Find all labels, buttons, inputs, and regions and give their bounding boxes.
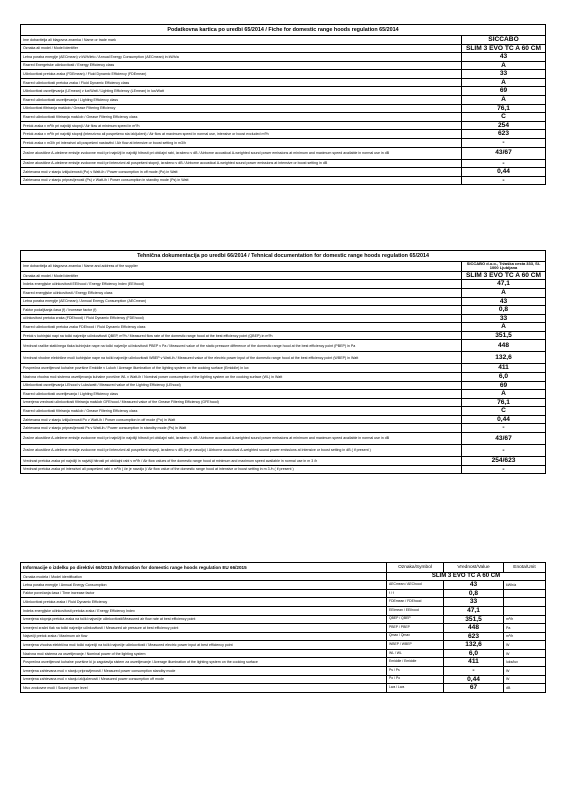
row-label: Izmerjena zahtevana moč v stanju izključenosti / Measured power consumption off mode — [21, 675, 387, 684]
table-row — [21, 684, 546, 693]
row-symbol: Qmax / Qmax — [387, 632, 444, 641]
table-row — [21, 649, 546, 658]
row-label: Pretok v kuhinjski napi na točki največje učinkovitosti QBEP, m³/h / Measured flow rate of the domestic range hood at the best efficiency point (QBEP) in m³/h — [21, 331, 462, 340]
row-unit: W — [504, 649, 546, 658]
row-label: Razred učinkovitosti pretoka zraka / Fluid Dynamic Efficiency class — [21, 78, 462, 87]
row-value: - — [462, 176, 546, 185]
row-symbol: QBEP / QBEP — [387, 615, 444, 624]
row-value: - — [444, 666, 504, 675]
row-value: - — [462, 424, 546, 433]
fiche-table-title: Podatkovna kartica po uredbi 65/2014 / Fiche for domestic range hoods regulation 65/2014 — [21, 25, 546, 36]
table-row — [21, 53, 546, 62]
table-row — [21, 121, 546, 130]
row-label: Vrednost razlike statičnega tlaka kuhinjske nape na točki največje učinkovitosti PBEP v Pa / Measured value of the static pressure difference of the domestic range hood at the best efficiency point (PBEP) in Pa — [21, 340, 462, 352]
row-value: A — [462, 323, 546, 332]
table-row — [21, 589, 546, 598]
row-value: 43 — [462, 53, 546, 62]
row-value: 47,1 — [444, 606, 504, 615]
row-label: učinkovitost pretoka zraka (FDEhood) / Fluid Dynamic Efficiency (FDEhood) — [21, 314, 462, 323]
row-value: - — [462, 138, 546, 147]
table-row — [21, 372, 546, 381]
row-label: Zračne akustične A-utežene emisije zvokovne moči pri najnižji in najvišji hitrosti pri običajni rabi, izraženo v dB / Airborne acoustical A-weighted sound power emissions at minimum and maximum speed available in normal use in dB — [21, 147, 462, 159]
row-value: 132,6 — [444, 641, 504, 650]
row-value: C — [462, 407, 546, 416]
table-row — [21, 390, 546, 399]
product-information-table — [20, 562, 546, 693]
row-value: 0,44 — [462, 415, 546, 424]
row-label: Povprečna osvetljenost kuhalne površine Emiddle v Lukoh / Average illumination of the lighting system on the cooking surface (Emiddle) in lux — [21, 364, 462, 373]
row-label: Letna poraba energije (AECmean) / Annual Energy Consumption (AECmean) — [21, 297, 462, 306]
product-info-body — [21, 581, 546, 693]
row-value: SLIM 3 EVO TC A 60 CM — [462, 44, 546, 53]
row-value: - — [462, 465, 546, 474]
row-label: Izmerjena stopnja pretoka zraka na točki največje učinkovitosti/Measured air flow rate at best efficiency point — [21, 615, 387, 624]
row-symbol: AECmean / AEChood — [387, 581, 444, 590]
row-value: 448 — [462, 340, 546, 352]
row-value: - — [462, 445, 546, 457]
row-value: A — [462, 78, 546, 87]
table-row — [21, 424, 546, 433]
row-label: Povprečna osvetljenost kuhalne površine ki jo zagotavlja sistem za osvetljevanje / Average illumination of the lighting system on the cooking surface — [21, 658, 387, 667]
row-unit: dB — [504, 684, 546, 693]
row-label: Največji pretok zraka / Maximum air flow — [21, 632, 387, 641]
table-row — [21, 352, 546, 364]
row-symbol: EEImean / EEIhood — [387, 606, 444, 615]
table-row — [21, 44, 546, 53]
row-label: Zračne akustične A-utežene emisije zvokovne moči pri najnižji in najvišji hitrosti pri običajni rabi, izraženo v dB / Airborne acoustical A-weighted sound power emissions at minimum and maximum speed available in normal use in dB — [21, 433, 462, 445]
table-row — [21, 78, 546, 87]
table-row — [21, 624, 546, 633]
row-unit: W — [504, 641, 546, 650]
table-row — [21, 666, 546, 675]
row-unit — [504, 606, 546, 615]
table-row — [21, 457, 546, 466]
row-label: Zračne akustične A-utežene emisije zvokovne moči pri intenzivni ali pospešeni stopnji, izraženo v dB / Airborne acoustical A-weighted sound power emissions at intensive or boost setting in dB — [21, 159, 462, 168]
row-symbol: Ps / Ps — [387, 666, 444, 675]
row-label: Zračne akustične A-utežene emisije zvokovne moči pri intenzivni ali pospešeni stopnji, izraženo v dB (če je navoljo) / Airborne acoustical A-weighted sound power emissions at intensive or boost setting in dB ( if present ) — [21, 445, 462, 457]
row-value: - — [462, 159, 546, 168]
technical-documentation-table — [20, 250, 546, 474]
table-row — [21, 70, 546, 79]
table-row — [21, 641, 546, 650]
row-label: Razred učinkovitosti pretoka zraka FDEhood / Fluid Dynamic Efficiency class — [21, 323, 462, 332]
table-row — [21, 288, 546, 297]
row-symbol: Emiddle / Emiddle — [387, 658, 444, 667]
row-label: Vrednost pretoka zraka pri intenzivni ali pospešeni rabi v m³/h ( če je navoljo )/ Air flow value of the domestic range hood at intensive or boost setting in m 3 /h ( if present ) — [21, 465, 462, 474]
row-label: Ime dobavitelja ali blagovna znamka / Name and address of the supplier — [21, 262, 462, 272]
symbol-column-header: Oznaka/Symbol — [387, 563, 444, 573]
row-value: 33 — [444, 598, 504, 607]
table-row — [21, 130, 546, 139]
table-row — [21, 306, 546, 315]
table-row — [21, 445, 546, 457]
table-row — [21, 36, 546, 45]
table-row — [21, 138, 546, 147]
row-value: 6,0 — [444, 649, 504, 658]
table-row — [21, 104, 546, 113]
table-row — [21, 381, 546, 390]
table-row — [21, 168, 546, 177]
table-row — [21, 364, 546, 373]
row-label: Letna poraba energije / Annual Energy Consumption — [21, 581, 387, 590]
table-row — [21, 159, 546, 168]
row-value: 67 — [444, 684, 504, 693]
row-label: Pretok zraka v m³/h pri najvišji stopnji (intenzivno ali pospešeno sta izključeni) / Air flow at maximum speed in normal use, intensive or boost excluded m³/h — [21, 130, 462, 139]
row-label: Učinkovitost pretoka zraka / Fluid Dynamic Efficiency — [21, 598, 387, 607]
table-row — [21, 147, 546, 159]
row-value: 254 — [462, 121, 546, 130]
table-row — [21, 658, 546, 667]
table-row — [21, 407, 546, 416]
row-unit — [504, 589, 546, 598]
row-value: 623 — [444, 632, 504, 641]
row-value: 76,1 — [462, 104, 546, 113]
row-label: Izmerjena zahtevana moč v stanju pripravljenosti / Measured power consumption standby mode — [21, 666, 387, 675]
value-column-header: Vrednost/Value — [444, 563, 504, 573]
row-label: Pretok zraka v m³/h pri najnižji stopnji / Air flow at minimum speed in m³/h — [21, 121, 462, 130]
table-row — [21, 280, 546, 289]
row-label: Razred učinkovitosti osvetljevanja / Lighting Efficiency class — [21, 390, 462, 399]
table-row — [21, 606, 546, 615]
row-label: Oznaka ali model / Model identifier — [21, 271, 462, 280]
table-row — [21, 176, 546, 185]
row-label: Razred učinkovitosti osvetljevanja / Lighting Efficiency class — [21, 96, 462, 105]
row-value: 448 — [444, 624, 504, 633]
row-value: 69 — [462, 381, 546, 390]
row-value: 0,8 — [462, 306, 546, 315]
row-value: 623 — [462, 130, 546, 139]
row-value: 76,1 — [462, 398, 546, 407]
row-value: 0,8 — [444, 589, 504, 598]
table-row — [21, 581, 546, 590]
table-row — [21, 398, 546, 407]
table-row — [21, 415, 546, 424]
row-label: Učinkovitost osvetljevanja (LEmean) v lux/Watt / Lighting Efficiency (LEmean) in lux/Watt — [21, 87, 462, 96]
row-label: Zahtevana moč v stanju pripravljenosti (Ps) v Watt-ih / Power consumption in standby mode (Ps) in Watt — [21, 176, 462, 185]
row-value: 411 — [444, 658, 504, 667]
row-value: A — [462, 96, 546, 105]
row-label: Zahtevana moč v stanju pripravljenosti Ps v Watt-ih / Power consumption in standby mode (Ps) in Watt — [21, 424, 462, 433]
table-row — [21, 297, 546, 306]
table-row — [21, 340, 546, 352]
row-value: 69 — [462, 87, 546, 96]
row-unit: m³/h — [504, 615, 546, 624]
row-value: SICCABO — [462, 36, 546, 45]
row-symbol: f / f — [387, 589, 444, 598]
row-label: Učinkovitost osvetljevanja LEhood v Luks/watt / Measured value of the Lighting Efficiency (LEhood) — [21, 381, 462, 390]
row-label: Vrednost pretoka zraka pri najnižji in najvišji hitrosti pri običajni rabi v m³/h / Air flow values of the domestic range hood at minimum and maximum speed available in normal use in m 3 /h — [21, 457, 462, 466]
row-label: Letna poraba energije (AECmean) v kWh/leto / Annual Energy Consumption (AECmean) in kWh/a — [21, 53, 462, 62]
row-value: 0,44 — [462, 168, 546, 177]
row-label: Razred energijske učinkovitosti / Energy Efficiency class — [21, 288, 462, 297]
row-label: Zahtevana moč v stanju izključenosti Po v Watt-ih / Power consumption in off mode (Po) in Watt — [21, 415, 462, 424]
row-label: Izmerjena vrednost učinkovitosti filtriranja maščob GFEhood / Measured value of the Grease Filtering Efficiency (GFEhood) — [21, 398, 462, 407]
table-row — [21, 331, 546, 340]
row-unit: kWh/a — [504, 581, 546, 590]
row-value: 43/67 — [462, 147, 546, 159]
table-row — [21, 262, 546, 272]
row-unit: luks/lux — [504, 658, 546, 667]
row-label: Razred učinkovitosti filtriranja maščob / Grease Filtering Efficiency class — [21, 407, 462, 416]
row-label: Izmerjeni zračni tlak na točki največje učinkovitosti / Measured air pressure at best efficiency point — [21, 624, 387, 633]
row-label: Zahtevana moč v stanju izključenosti (Po) v Watt-ih / Power consumption in off mode (Po) in Watt — [21, 168, 462, 177]
row-unit: W — [504, 666, 546, 675]
row-label: Ime dobavitelja ali blagovna znamka / Name or trade mark — [21, 36, 462, 45]
table-row — [21, 113, 546, 122]
row-value: 33 — [462, 314, 546, 323]
fiche-table-body — [21, 36, 546, 185]
row-label: Razred učinkovitosti filtriranja maščob / Grease Filtering Efficiency class — [21, 113, 462, 122]
row-label: Izmerjena vhodna električna moč točki največji na točki največje učinkovitosti / Measured electric power input at best efficiency point — [21, 641, 387, 650]
row-value: A — [462, 61, 546, 70]
row-symbol: PBEP / PBEP — [387, 624, 444, 633]
row-value: 254/623 — [462, 457, 546, 466]
row-value: 6,0 — [462, 372, 546, 381]
row-value: 351,5 — [462, 331, 546, 340]
row-symbol: Po / Po — [387, 675, 444, 684]
unit-column-header: Enota/Unit — [504, 563, 546, 573]
model-identification-value: SLIM 3 EVO TC A 60 CM — [387, 573, 546, 581]
row-label: Oznaka ali model / Model identifier — [21, 44, 462, 53]
table-row — [21, 96, 546, 105]
row-unit: Pa — [504, 624, 546, 633]
row-value: 43 — [444, 581, 504, 590]
row-unit — [504, 598, 546, 607]
table-row — [21, 465, 546, 474]
table-row — [21, 632, 546, 641]
row-value: A — [462, 390, 546, 399]
technical-table-body — [21, 262, 546, 474]
table-row — [21, 323, 546, 332]
row-label: Učinkovitost pretoka zraka (FDEmean) / Fluid Dynamic Efficiency (FDEmean) — [21, 70, 462, 79]
table-row — [21, 314, 546, 323]
row-value: 43/67 — [462, 433, 546, 445]
row-label: Indeks energijske učinkovitosti pretoka zraka / Energy Efficiency Index — [21, 606, 387, 615]
row-value: 0,44 — [444, 675, 504, 684]
table-row — [21, 598, 546, 607]
row-value: SLIM 3 EVO TC A 60 CM — [462, 271, 546, 280]
table-row — [21, 87, 546, 96]
row-label: Nivo zvokovne moči / Sound power level — [21, 684, 387, 693]
row-unit: m³/h — [504, 632, 546, 641]
row-value: C — [462, 113, 546, 122]
row-value: 351,5 — [444, 615, 504, 624]
technical-table-title: Tehnična dokumentacija po uredbi 66/2014 / Tehnical documentation for domestic range hoods regulation 65/2014 — [21, 251, 546, 262]
row-label: Faktor podaljšanja časa (f) / Increase factor (f) — [21, 306, 462, 315]
table-row — [21, 675, 546, 684]
row-value: 33 — [462, 70, 546, 79]
row-label: Nazivna moč sistema za osvetljevanje / Nominal power of the lighting system — [21, 649, 387, 658]
row-label: Vrednost vhodne električne moči kuhinjske nape na točki največje učinkovitosti WBEP v Watt-ih / Measured value of the electric power input of the domestic range hood at the best efficiency point (WBEP) in Watt — [21, 352, 462, 364]
row-label: Nazivna vhodna moč sistema osvetljevanja kuhalne površine WL v Watt-ih / Nominal power consumption of the lighting system on the cooking surface (WL) in Watt — [21, 372, 462, 381]
row-label: Indeks energijske učinkovitosti EEIhood / Energy Efficiency Index (EEIhood) — [21, 280, 462, 289]
row-value: 411 — [462, 364, 546, 373]
row-value: 132,6 — [462, 352, 546, 364]
row-value: 47,1 — [462, 280, 546, 289]
row-label: Faktor povečanja časa / Time increase factor — [21, 589, 387, 598]
table-row — [21, 615, 546, 624]
row-label: Pretok zraka v m3/h pri intenzivni ali pospešeni nastavitvi / Air flow at intensive or boost setting in m3/h — [21, 138, 462, 147]
row-label: Razred Energetske učinkovitosti / Energy Efficiency class — [21, 61, 462, 70]
row-symbol: WBEP / WBEP — [387, 641, 444, 650]
table-row — [21, 271, 546, 280]
row-symbol: WL / WL — [387, 649, 444, 658]
row-symbol: FDEmean / FDEhood — [387, 598, 444, 607]
row-value: SICCABO d.o.o., Tržaška cesta 333, SI-1000 Ljubljana — [462, 262, 546, 272]
regulation-65-2014-fiche-table — [20, 24, 546, 185]
row-unit: W — [504, 675, 546, 684]
row-symbol: Lwa / Lwa — [387, 684, 444, 693]
row-value: 43 — [462, 297, 546, 306]
model-identification-label: Oznaka modela / Model identification — [21, 573, 387, 581]
row-label: Učinkovitost filtriranja maščob / Grease Filtering Efficiency — [21, 104, 462, 113]
table-row — [21, 61, 546, 70]
table-row — [21, 433, 546, 445]
product-info-title: Informacije o izdelku po direktivi 66/2015 /Information for domestic range hoods regulation EU 66/2015 — [21, 563, 387, 573]
row-value: A — [462, 288, 546, 297]
